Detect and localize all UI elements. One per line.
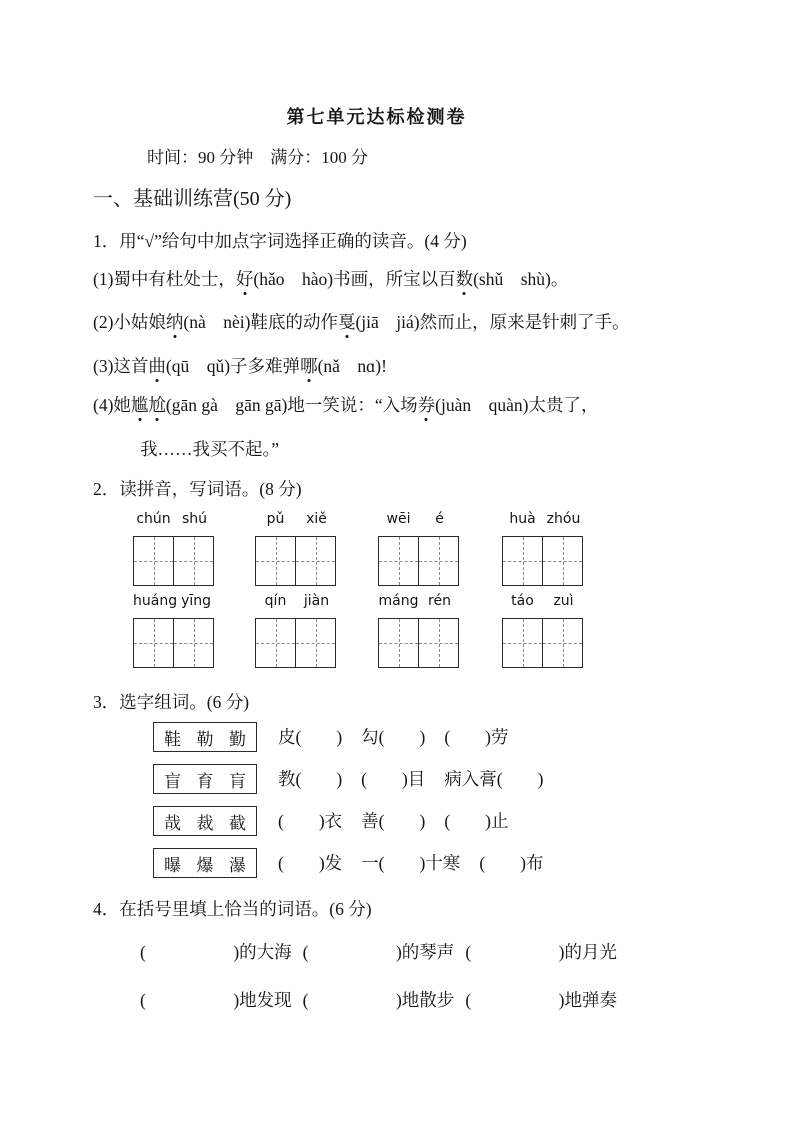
writing-grid-group — [255, 591, 337, 668]
phrase-blank: ( )止 — [444, 811, 509, 831]
choice-char: 曝 — [164, 855, 181, 875]
sentence-text: (gān gà gān gā)地一笑说：“入场 — [165, 395, 418, 415]
pinyin-syllable: shú — [181, 511, 208, 527]
writing-grid-cell — [379, 619, 418, 667]
q3-phrases — [278, 848, 562, 879]
choice-char: 爆 — [196, 855, 214, 875]
choice-char: 截 — [229, 813, 246, 833]
choice-char: 瀑 — [229, 855, 246, 875]
choice-char: 勤 — [229, 729, 246, 749]
pinyin-syllable: xiě — [306, 511, 327, 527]
fill-blank-phrase: ( )的琴声 — [302, 942, 455, 962]
writing-grid-cell — [295, 619, 335, 667]
writing-grid-cell — [134, 537, 173, 585]
phrase-blank: ( )发 — [278, 853, 343, 873]
q1-sentence — [93, 392, 598, 417]
pinyin-syllable: é — [435, 511, 444, 527]
sentence-text: (jiā jiá)然而止，原来是针刺了手。 — [355, 312, 630, 332]
q3-row — [0, 722, 793, 754]
writing-grid — [378, 618, 459, 668]
section-heading: 一、基础训练营(50 分) — [93, 188, 292, 210]
question-4-label: 4．在括号里填上恰当的词语。(6 分) — [93, 899, 372, 919]
dotted-char: 纳 — [166, 309, 184, 334]
pinyin-syllable: jiàn — [303, 593, 330, 609]
q3-row — [0, 764, 793, 796]
writing-grid — [502, 536, 583, 586]
q3-row — [0, 848, 793, 880]
pinyin-label — [255, 591, 337, 611]
writing-grid-cell — [542, 619, 582, 667]
writing-grid-cell — [418, 537, 458, 585]
question-2-label: 2．读拼音，写词语。(8 分) — [93, 479, 302, 499]
question-1-label: 1．用“√”给句中加点字词选择正确的读音。(4 分) — [93, 231, 467, 251]
pinyin-syllable: yīng — [181, 593, 212, 609]
fill-blank-phrase: ( )地散步 — [302, 990, 455, 1010]
pinyin-syllable: huáng — [133, 593, 178, 609]
writing-grid-group — [255, 509, 337, 586]
phrase-blank: 皮( ) — [278, 727, 343, 747]
sentence-text: (hǎo hào)书画，所宝以百 — [253, 269, 456, 289]
writing-grid-group — [502, 591, 584, 668]
choice-box — [153, 848, 257, 878]
pinyin-syllable: huà — [509, 511, 536, 527]
q4-row — [140, 987, 617, 1012]
writing-grid-cell — [503, 537, 542, 585]
dotted-char: 戛 — [338, 309, 356, 334]
writing-grid-cell — [418, 619, 458, 667]
choice-box — [153, 764, 257, 794]
pinyin-syllable: pǔ — [266, 511, 285, 527]
dotted-char: 尴 — [131, 392, 149, 417]
pinyin-syllable: zhóu — [546, 511, 581, 527]
pinyin-syllable: táo — [511, 593, 534, 609]
writing-grid — [502, 618, 583, 668]
pinyin-label — [255, 509, 337, 529]
exam-meta: 时间：90 分钟 满分：100 分 — [147, 148, 368, 167]
sentence-text: (shǔ shù)。 — [473, 269, 569, 289]
sentence-text: (2)小姑娘 — [93, 312, 166, 332]
q1-sentence — [93, 309, 630, 334]
sentence-text: (3)这首 — [93, 356, 149, 376]
pinyin-syllable: wēi — [386, 511, 411, 527]
writing-grid-cell — [295, 537, 335, 585]
pinyin-syllable: máng — [378, 593, 419, 609]
phrase-blank: 一( )十寒 — [361, 853, 461, 873]
q3-phrases — [278, 806, 527, 837]
choice-char: 肓 — [229, 771, 246, 791]
fill-blank-phrase: ( )地弹奏 — [465, 990, 617, 1010]
dotted-char: 哪 — [300, 353, 318, 378]
sentence-text: (qū qǔ)子多难弹 — [165, 356, 301, 376]
pinyin-label — [378, 591, 460, 611]
pinyin-label — [133, 509, 215, 529]
sentence-text: (nǎ nɑ)! — [317, 356, 387, 376]
choice-char: 裁 — [196, 813, 214, 833]
dotted-char: 好 — [236, 266, 254, 291]
phrase-blank: ( )衣 — [278, 811, 343, 831]
q1-sentence — [140, 436, 279, 461]
writing-grid-group — [133, 591, 215, 668]
phrase-blank: ( )目 — [361, 769, 426, 789]
fill-blank-phrase: ( )的大海 — [140, 942, 292, 962]
question-3-label: 3．选字组词。(6 分) — [93, 692, 250, 712]
writing-grid — [378, 536, 459, 586]
phrase-blank: 勾( ) — [361, 727, 426, 747]
writing-grid-group — [133, 509, 215, 586]
writing-grid-group — [378, 591, 460, 668]
writing-grid — [133, 536, 214, 586]
pinyin-syllable: qín — [264, 593, 287, 609]
writing-grid-cell — [542, 537, 582, 585]
pinyin-label — [502, 591, 584, 611]
dotted-char: 数 — [456, 266, 474, 291]
writing-grid-cell — [503, 619, 542, 667]
writing-grid-group — [502, 509, 584, 586]
choice-box — [153, 806, 257, 836]
q3-row — [0, 806, 793, 838]
exam-title: 第七单元达标检测卷 — [286, 107, 467, 127]
writing-grid-cell — [134, 619, 173, 667]
pinyin-label — [502, 509, 584, 529]
sentence-text: (4)她 — [93, 395, 131, 415]
q1-sentence — [93, 266, 568, 291]
q4-row — [140, 939, 617, 964]
writing-grid-cell — [173, 619, 213, 667]
pinyin-label — [378, 509, 460, 529]
q1-sentence — [93, 353, 387, 378]
q3-phrases — [278, 722, 527, 753]
writing-grid-group — [378, 509, 460, 586]
writing-grid — [133, 618, 214, 668]
phrase-blank: ( )劳 — [444, 727, 509, 747]
phrase-blank: 教( ) — [278, 769, 343, 789]
writing-grid-cell — [379, 537, 418, 585]
fill-blank-phrase: ( )地发现 — [140, 990, 292, 1010]
choice-char: 盲 — [164, 771, 181, 791]
writing-grid-cell — [173, 537, 213, 585]
phrase-blank: 病入膏( ) — [444, 769, 544, 789]
sentence-text: (nà nèi)鞋底的动作 — [183, 312, 338, 332]
dotted-char: 曲 — [148, 353, 166, 378]
pinyin-label — [133, 591, 215, 611]
fill-blank-phrase: ( )的月光 — [465, 942, 617, 962]
dotted-char: 券 — [418, 392, 436, 417]
sentence-text: (1)蜀中有杜处士， — [93, 269, 236, 289]
choice-char: 鞋 — [164, 729, 181, 749]
pinyin-syllable: chún — [136, 511, 171, 527]
writing-grid-cell — [256, 619, 295, 667]
sentence-text: (juàn quàn)太贵了， — [435, 395, 599, 415]
writing-grid-cell — [256, 537, 295, 585]
writing-grid — [255, 618, 336, 668]
pinyin-syllable: zuì — [553, 593, 574, 609]
pinyin-syllable: rén — [428, 593, 451, 609]
q3-phrases — [278, 764, 562, 795]
phrase-blank: 善( ) — [361, 811, 426, 831]
dotted-char: 尬 — [148, 392, 166, 417]
choice-char: 育 — [196, 771, 214, 791]
choice-box — [153, 722, 257, 752]
phrase-blank: ( )布 — [479, 853, 544, 873]
choice-char: 哉 — [164, 813, 181, 833]
sentence-text: 我……我买不起。” — [140, 439, 280, 459]
writing-grid — [255, 536, 336, 586]
choice-char: 勒 — [196, 729, 214, 749]
